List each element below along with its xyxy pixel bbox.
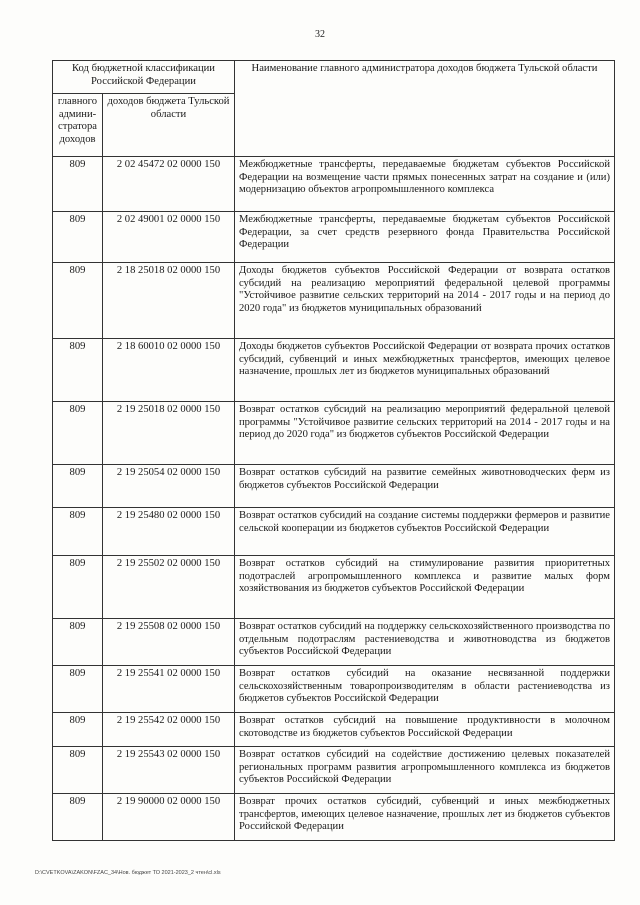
admin-code-cell: 809 [53,339,103,402]
revenue-code-cell: 2 19 25541 02 0000 150 [103,666,235,713]
admin-code-cell: 809 [53,747,103,794]
revenue-code-cell: 2 19 25502 02 0000 150 [103,556,235,619]
revenue-name-cell: Доходы бюджетов субъектов Российской Федерации от возврата прочих остатков субсидий, субвенций и иных межбюджетных трансфертов, имеющих целевое назначение, прошлых лет из бюджетов муниципальных образований [235,339,615,402]
table-row [53,747,615,794]
table-row [53,263,615,339]
table-row [53,794,615,841]
table-row [53,556,615,619]
table-header-row [53,61,615,94]
revenue-code-cell: 2 18 25018 02 0000 150 [103,263,235,339]
revenue-code-header: доходов бюджета Тульской области [103,94,235,157]
revenue-name-cell: Возврат остатков субсидий на поддержку сельскохозяйственного производства по отдельным подотраслям растениеводства и животноводства из бюджетов субъектов Российской Федерации [235,619,615,666]
budget-classification-table [52,60,615,841]
revenue-name-cell: Возврат остатков субсидий на содействие достижению целевых показателей региональных программ развития агропромышленного комплекса из бюджетов субъектов Российской Федерации [235,747,615,794]
revenue-code-cell: 2 19 25543 02 0000 150 [103,747,235,794]
revenue-name-cell: Возврат остатков субсидий на развитие семейных животноводческих ферм из бюджетов субъектов Российской Федерации [235,465,615,508]
revenue-code-cell: 2 19 25480 02 0000 150 [103,508,235,556]
revenue-code-cell: 2 02 49001 02 0000 150 [103,212,235,263]
revenue-code-cell: 2 02 45472 02 0000 150 [103,157,235,212]
admin-code-cell: 809 [53,794,103,841]
page-number: 32 [315,29,325,40]
revenue-code-cell: 2 18 60010 02 0000 150 [103,339,235,402]
classification-code-header: Код бюджетной классификации Российской Федерации [53,61,235,94]
file-path-footer: D:\CVETKOVA\ZAKON\FZAC_34\Нов. бюджет ТО 2021-2023_2 чтен\cl.xls [35,870,221,876]
admin-code-cell: 809 [53,263,103,339]
admin-code-cell: 809 [53,508,103,556]
table-row [53,713,615,747]
table-row [53,157,615,212]
admin-code-cell: 809 [53,556,103,619]
revenue-code-cell: 2 19 25018 02 0000 150 [103,402,235,465]
revenue-name-cell: Возврат остатков субсидий на повышение продуктивности в молочном скотоводстве из бюджетов субъектов Российской Федерации [235,713,615,747]
admin-code-cell: 809 [53,619,103,666]
revenue-code-cell: 2 19 25542 02 0000 150 [103,713,235,747]
revenue-name-cell: Возврат остатков субсидий на реализацию мероприятий федеральной целевой программы "Устойчивое развитие сельских территорий на 2014 - 2017 годы и на период до 2020 года" из бюджетов субъектов Российской Федерации [235,402,615,465]
revenue-name-cell: Возврат остатков субсидий на стимулирование развития приоритетных подотраслей агропромышленного комплекса и развитие малых форм хозяйствования из бюджетов субъектов Российской Федерации [235,556,615,619]
admin-code-cell: 809 [53,713,103,747]
revenue-name-cell: Возврат прочих остатков субсидий, субвенций и иных межбюджетных трансфертов, имеющих целевое назначение, прошлых лет из бюджетов субъектов Российской Федерации [235,794,615,841]
revenue-name-cell: Межбюджетные трансферты, передаваемые бюджетам субъектов Российской Федерации на возмещение части прямых понесенных затрат на создание и (или) модернизацию объектов агропромышленного комплекса [235,157,615,212]
admin-code-cell: 809 [53,157,103,212]
revenue-name-cell: Возврат остатков субсидий на оказание несвязанной поддержки сельскохозяйственным товаропроизводителям в области растениеводства из бюджетов субъектов Российской Федерации [235,666,615,713]
revenue-name-cell: Возврат остатков субсидий на создание системы поддержки фермеров и развитие сельской кооперации из бюджетов субъектов Российской Федерации [235,508,615,556]
revenue-code-cell: 2 19 25054 02 0000 150 [103,465,235,508]
table-row [53,212,615,263]
table-row [53,619,615,666]
table-row [53,402,615,465]
revenue-name-cell: Межбюджетные трансферты, передаваемые бюджетам субъектов Российской Федерации, за счет средств резервного фонда Правительства Российской Федерации [235,212,615,263]
main-administrator-header: главного админи-стратора доходов [53,94,103,157]
revenue-code-cell: 2 19 25508 02 0000 150 [103,619,235,666]
admin-code-cell: 809 [53,402,103,465]
admin-code-cell: 809 [53,666,103,713]
revenue-name-cell: Доходы бюджетов субъектов Российской Федерации от возврата остатков субсидий на реализацию мероприятий федеральной целевой программы "Устойчивое развитие сельских территорий на 2014 - 2017 годы и на период до 2020 года" из бюджетов муниципальных образований [235,263,615,339]
admin-code-cell: 809 [53,212,103,263]
table-row [53,339,615,402]
table-row [53,465,615,508]
table-row [53,666,615,713]
table-row [53,508,615,556]
administrator-name-header: Наименование главного администратора доходов бюджета Тульской области [235,61,615,157]
revenue-code-cell: 2 19 90000 02 0000 150 [103,794,235,841]
admin-code-cell: 809 [53,465,103,508]
